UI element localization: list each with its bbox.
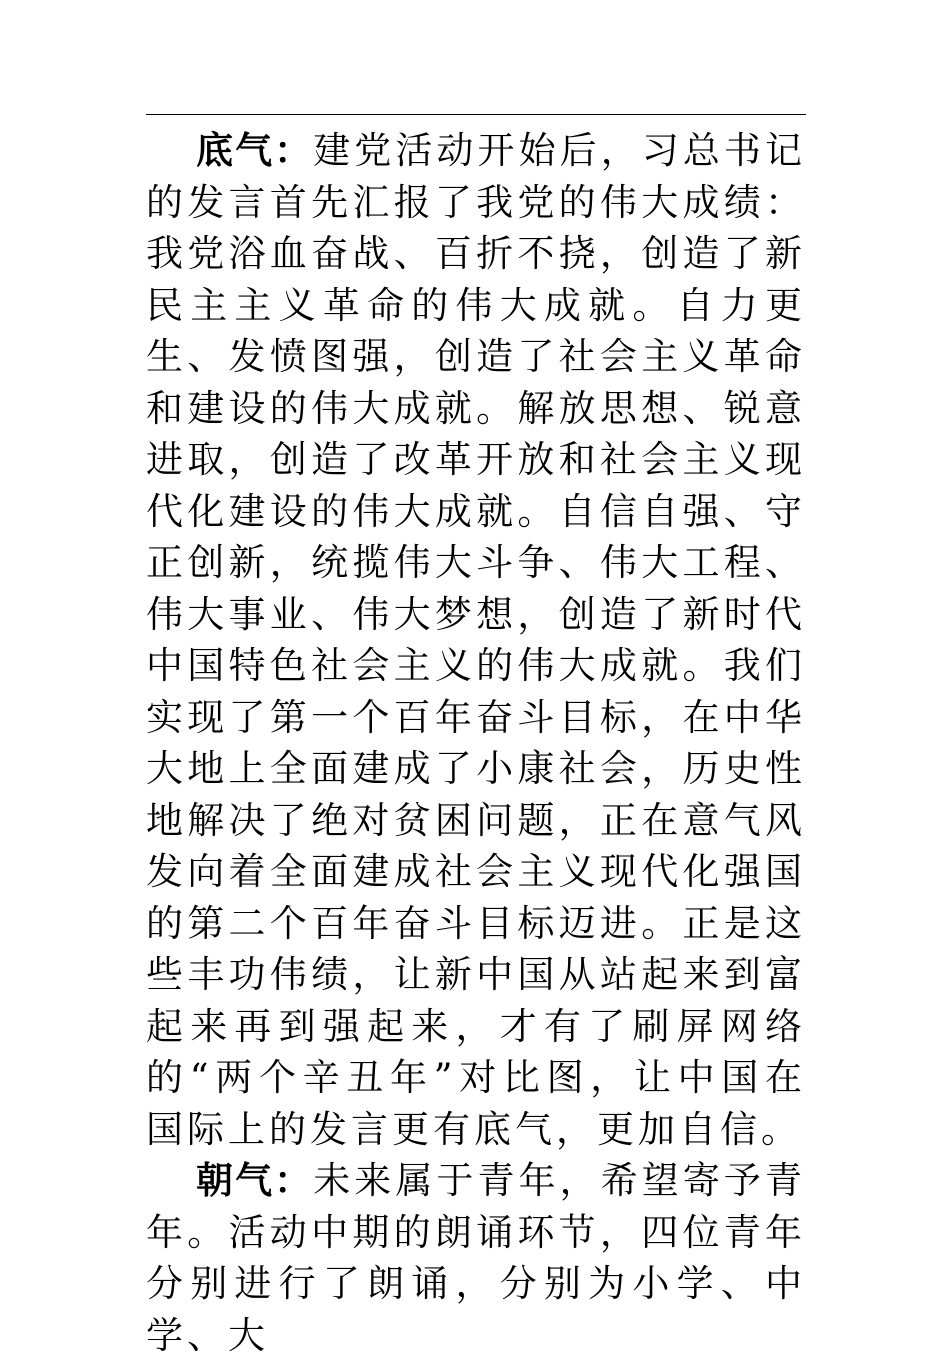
paragraph-text: 建党活动开始后，习总书记的发言首先汇报了我党的伟大成绩：我党浴血奋战、百折不挠，创造了新民主主义革命的伟大成就。自力更生、发愤图强，创造了社会主义革命和建设的伟大成就。解放思想、锐意进取，创造了改革开放和社会主义现代化建设的伟大成就。自信自强、守正创新，统揽伟大斗争、伟大工程、伟大事业、伟大梦想，创造了新时代中国特色社会主义的伟大成就。我们实现了第一个百年奋斗目标，在中华大地上全面建成了小康社会，历史性地解决了绝对贫困问题，正在意气风发向着全面建成社会主义现代化强国的第二个百年奋斗目标迈进。正是这些丰功伟绩，让新中国从站起来到富起来再到强起来，才有了刷屏网络的“两个辛丑年”对比图，让中国在国际上的发言更有底气，更加自信。: [146, 129, 807, 1151]
header-rule: [146, 114, 806, 115]
paragraph-lead: 底气：: [196, 129, 314, 172]
document-body: [146, 125, 806, 1361]
paragraph-text: 未来属于青年，希望寄予青年。活动中期的朗诵环节，四位青年分别进行了朗诵，分别为小学、中学、大: [146, 1159, 807, 1357]
paragraph-lead: 朝气：: [196, 1159, 314, 1202]
paragraph-diqi: [146, 125, 806, 1155]
paragraph-zhaoqi: [146, 1155, 806, 1361]
